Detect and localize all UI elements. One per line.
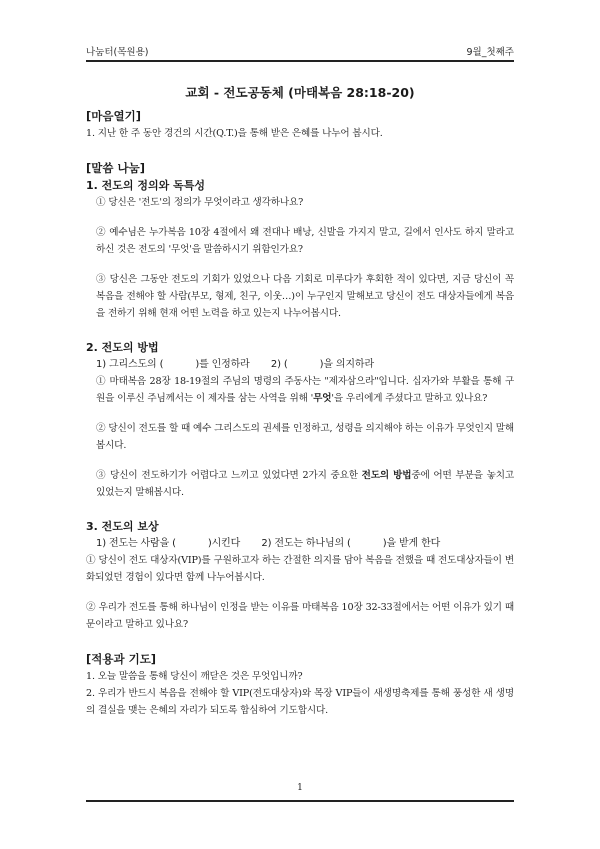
fill-2a-end: )를 인정하라: [195, 359, 250, 370]
fill-3b-end: )을 받게 한다: [382, 538, 441, 549]
question-2-1-bold: 무엇: [313, 393, 332, 404]
question-2-2: ② 당신이 전도를 할 때 예수 그리스도의 권세를 인정하고, 성령을 의지해야 하는 이유가 무엇인지 말해봅시다.: [96, 423, 514, 451]
question-2-3-text-a: ③ 당신이 전도하기가 어렵다고 느끼고 있었다면 2가지 중요한: [96, 470, 362, 481]
question-1-1: ① 당신은 '전도'의 정의가 무엇이라고 생각하나요?: [96, 197, 304, 208]
fill-2a-start: 1) 그리스도의 (: [96, 359, 164, 370]
fill-2b-start: 2) (: [270, 359, 288, 370]
question-3-1: ① 당신이 전도 대상자(VIP)를 구원하고자 하는 간절한 의지를 담아 복음을 전했을 때 전도대상자들이 변화되었던 경험이 있다면 함께 나누어봅시다.: [86, 555, 514, 583]
fill-2b-end: )을 의지하라: [319, 359, 374, 370]
document-body: [86, 107, 514, 719]
fill-in-line-2: [86, 356, 514, 373]
footer-rule: [86, 800, 514, 802]
question-2-3: [86, 467, 514, 501]
subsection-title-3: 3. 전도의 보상: [86, 520, 159, 533]
question-3-2: ② 우리가 전도를 통해 하나님이 인정을 받는 이유를 마태복음 10장 32-33절에서는 어떤 이유가 있기 때문이라고 말하고 있나요?: [86, 602, 514, 630]
page-header: [86, 44, 514, 58]
question-2-3-bold: 전도의 방법: [361, 470, 412, 481]
question-1-2: ② 예수님은 누가복음 10장 4절에서 왜 전대나 배낭, 신발을 가지지 말고, 길에서 인사도 하지 말라고 하신 것은 전도의 '무엇'을 말씀하시기 위함인가요?: [96, 227, 514, 255]
subsection-title-2: 2. 전도의 방법: [86, 341, 159, 354]
fill-3a-end: )시킨다: [207, 538, 241, 549]
application-1: 1. 오늘 말씀을 통해 당신이 깨닫은 것은 무엇입니까?: [86, 671, 303, 682]
page-number: 1: [297, 783, 303, 793]
header-right: 9월_첫째주: [466, 47, 514, 58]
header-rule: [86, 60, 514, 62]
document-title: 교회 - 전도공동체 (마태복음 28:18-20): [185, 85, 415, 100]
section-heading-opening: [마음열기]: [86, 109, 141, 123]
section-heading-word: [말씀 나눔]: [86, 161, 145, 175]
header-left: 나눔터(목원용): [86, 47, 149, 58]
subsection-title-1: 1. 전도의 정의와 독특성: [86, 179, 205, 192]
application-2: 2. 우리가 반드시 복음을 전해야 할 VIP(전도대상자)와 목장 VIP들이 새생명축제를 통해 풍성한 새 생명의 결실을 맺는 은혜의 자리가 되도록 합심하여 기도합시다.: [86, 688, 514, 716]
question-2-3-text-b: 중에 어떤 부분을 놓치고 있었는지 말해봅시다.: [96, 470, 515, 498]
fill-in-line-3: [86, 535, 514, 552]
question-2-1: [86, 373, 514, 407]
question-2-1-text-b: '을 우리에게 주셨다고 말하고 있나요?: [331, 393, 488, 404]
fill-3b-start: 2) 전도는 하나님의 (: [261, 538, 351, 549]
section-heading-application: [적용과 기도]: [86, 652, 157, 666]
question-2-1-text-a: ① 마태복음 28장 18-19절의 주님의 명령의 주동사는 "제자삼으라"입니다. 십자가와 부활을 통해 구원을 이루신 주님께서는 이 제자를 삼는 사역을 위해 ': [96, 376, 514, 404]
fill-3a-start: 1) 전도는 사람을 (: [96, 538, 176, 549]
opening-question: 1. 지난 한 주 동안 경건의 시간(Q.T.)을 통해 받은 은혜를 나누어 봅시다.: [86, 128, 383, 139]
question-1-3: ③ 당신은 그동안 전도의 기회가 있었으나 다음 기회로 미루다가 후회한 적이 있다면, 지금 당신이 꼭 복음을 전해야 할 사람(부모, 형제, 친구, 이웃…)이 누구인지 말해보고 당신이 전도 대상자들에게 복음을 전하기 위해 현재 어떤 노력을 하고 있는지 나누어봅시다.: [96, 274, 514, 319]
